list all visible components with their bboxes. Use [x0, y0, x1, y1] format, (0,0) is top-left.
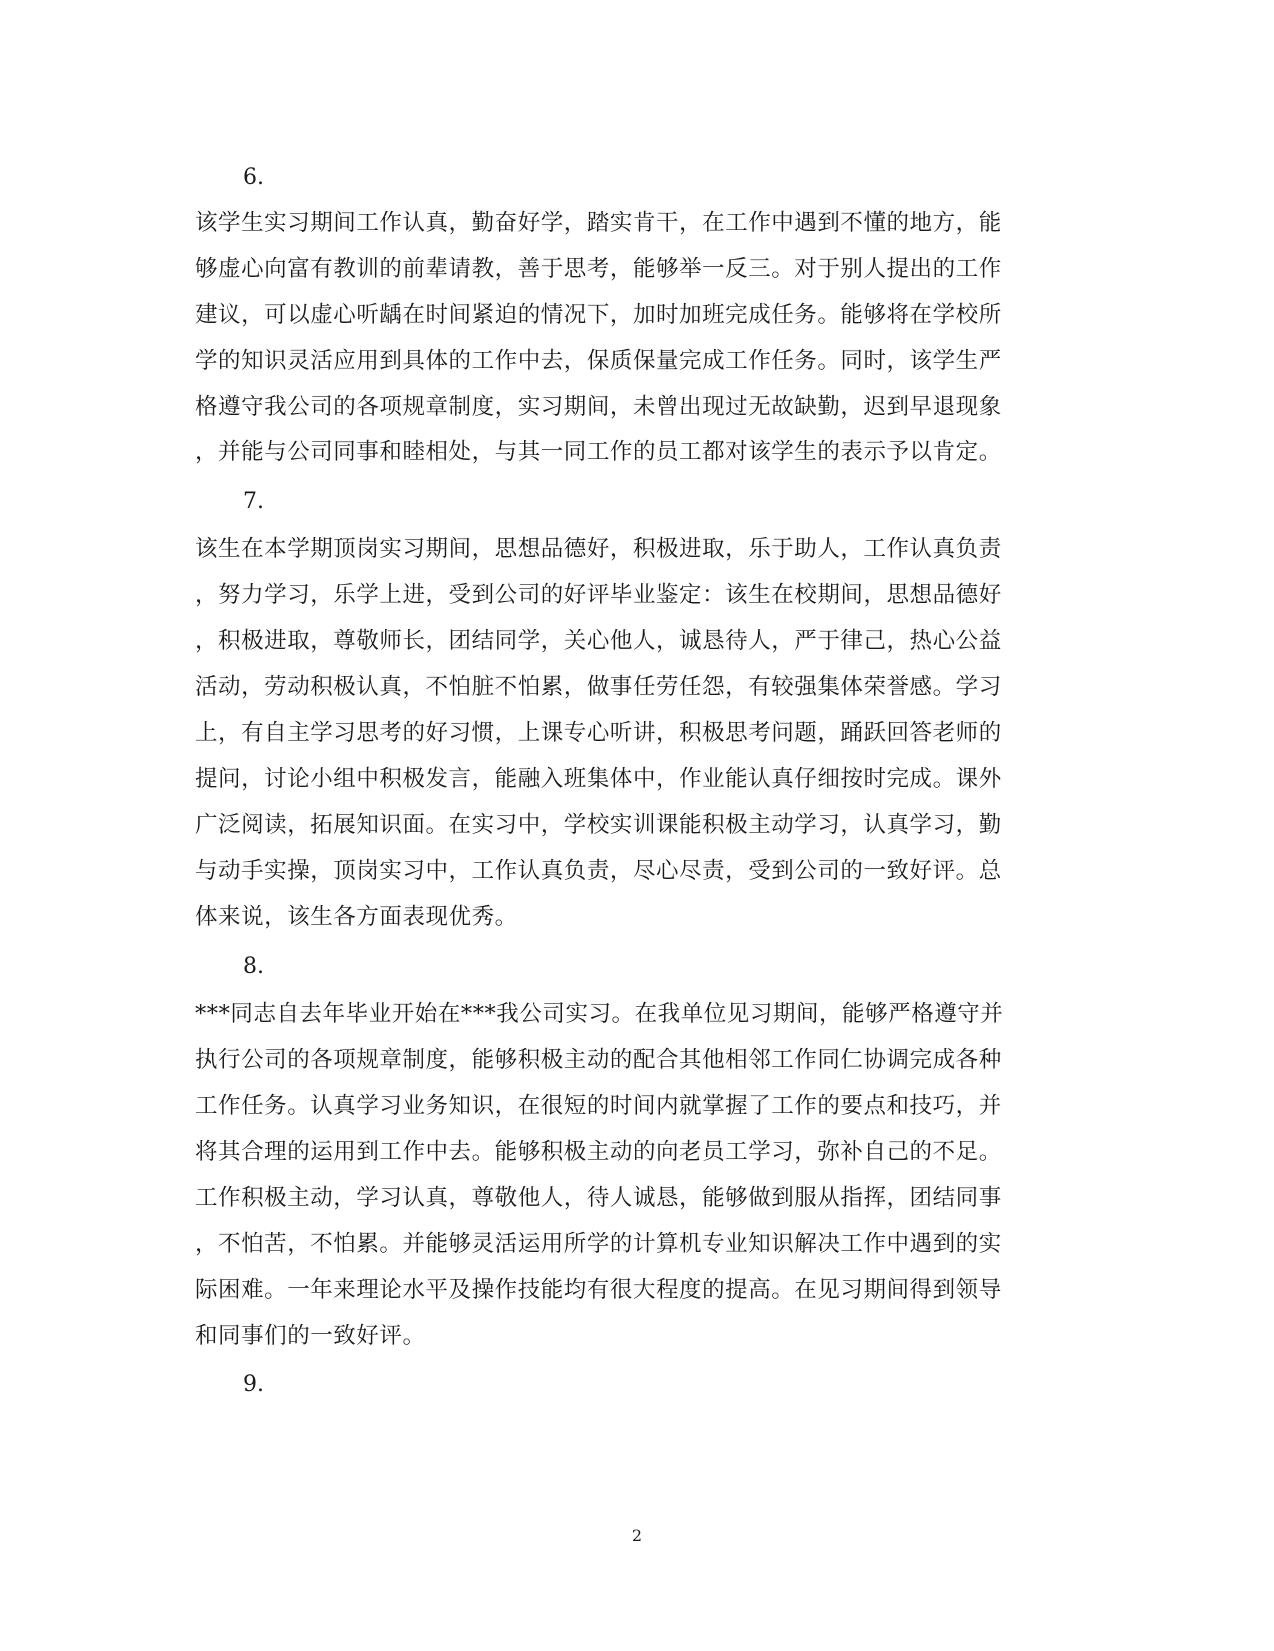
paragraph-6-line-4: 学的知识灵活应用到具体的工作中去，保质保量完成工作任务。同时，该学生严	[195, 348, 1002, 374]
paragraph-7-line-8: 与动手实操，顶岗实习中，工作认真负责，尽心尽责，受到公司的一致好评。总	[195, 858, 1002, 884]
item-number-6: 6.	[243, 165, 264, 190]
item-number-7: 7.	[243, 489, 264, 514]
paragraph-7-line-7: 广泛阅读，拓展知识面。在实习中，学校实训课能积极主动学习，认真学习，勤	[195, 812, 1002, 838]
paragraph-7-line-2: ，努力学习，乐学上进，受到公司的好评毕业鉴定：该生在校期间，思想品德好	[195, 582, 1002, 608]
paragraph-7-line-1: 该生在本学期顶岗实习期间，思想品德好，积极进取，乐于助人，工作认真负责	[195, 536, 1002, 562]
paragraph-6-line-2: 够虚心向富有教训的前辈请教，善于思考，能够举一反三。对于别人提出的工作	[195, 256, 1002, 282]
paragraph-7-line-5: 上，有自主学习思考的好习惯，上课专心听讲，积极思考问题，踊跃回答老师的	[195, 720, 1002, 746]
paragraph-8-line-5: 工作积极主动，学习认真，尊敬他人，待人诚恳，能够做到服从指挥，团结同事	[195, 1185, 1002, 1211]
page-number: 2	[631, 1526, 643, 1545]
paragraph-7-line-4: 活动，劳动积极认真，不怕脏不怕累，做事任劳任怨，有较强集体荣誉感。学习	[195, 674, 1002, 700]
paragraph-8-line-7: 际困难。一年来理论水平及操作技能均有很大程度的提高。在见习期间得到领导	[195, 1277, 1002, 1303]
paragraph-8-line-6: ，不怕苦，不怕累。并能够灵活运用所学的计算机专业知识解决工作中遇到的实	[195, 1231, 1002, 1257]
paragraph-7-line-6: 提问，讨论小组中积极发言，能融入班集体中，作业能认真仔细按时完成。课外	[195, 766, 1002, 792]
item-number-9: 9.	[243, 1372, 264, 1397]
paragraph-6-line-6: ，并能与公司同事和睦相处，与其一同工作的员工都对该学生的表示予以肯定。	[195, 439, 1002, 465]
paragraph-8-line-2: 执行公司的各项规章制度，能够积极主动的配合其他相邻工作同仁协调完成各种	[195, 1047, 1002, 1073]
paragraph-8-line-3: 工作任务。认真学习业务知识，在很短的时间内就掌握了工作的要点和技巧，并	[195, 1093, 1002, 1119]
paragraph-8-line-8: 和同事们的一致好评。	[195, 1323, 426, 1349]
paragraph-7-line-9: 体来说，该生各方面表现优秀。	[195, 904, 518, 930]
paragraph-8-line-1: ***同志自去年毕业开始在***我公司实习。在我单位见习期间，能够严格遵守并	[195, 1001, 1004, 1027]
paragraph-8-line-4: 将其合理的运用到工作中去。能够积极主动的向老员工学习，弥补自己的不足。	[195, 1139, 1002, 1165]
paragraph-6-line-3: 建议，可以虚心听龋在时间紧迫的情况下，加时加班完成任务。能够将在学校所	[195, 302, 1002, 328]
paragraph-6-line-5: 格遵守我公司的各项规章制度，实习期间，未曾出现过无故缺勤，迟到早退现象	[195, 394, 1002, 420]
item-number-8: 8.	[243, 954, 264, 979]
paragraph-7-line-3: ，积极进取，尊敬师长，团结同学，关心他人，诚恳待人，严于律己，热心公益	[195, 628, 1002, 654]
paragraph-6-line-1: 该学生实习期间工作认真，勤奋好学，踏实肯干，在工作中遇到不懂的地方，能	[195, 210, 1002, 236]
